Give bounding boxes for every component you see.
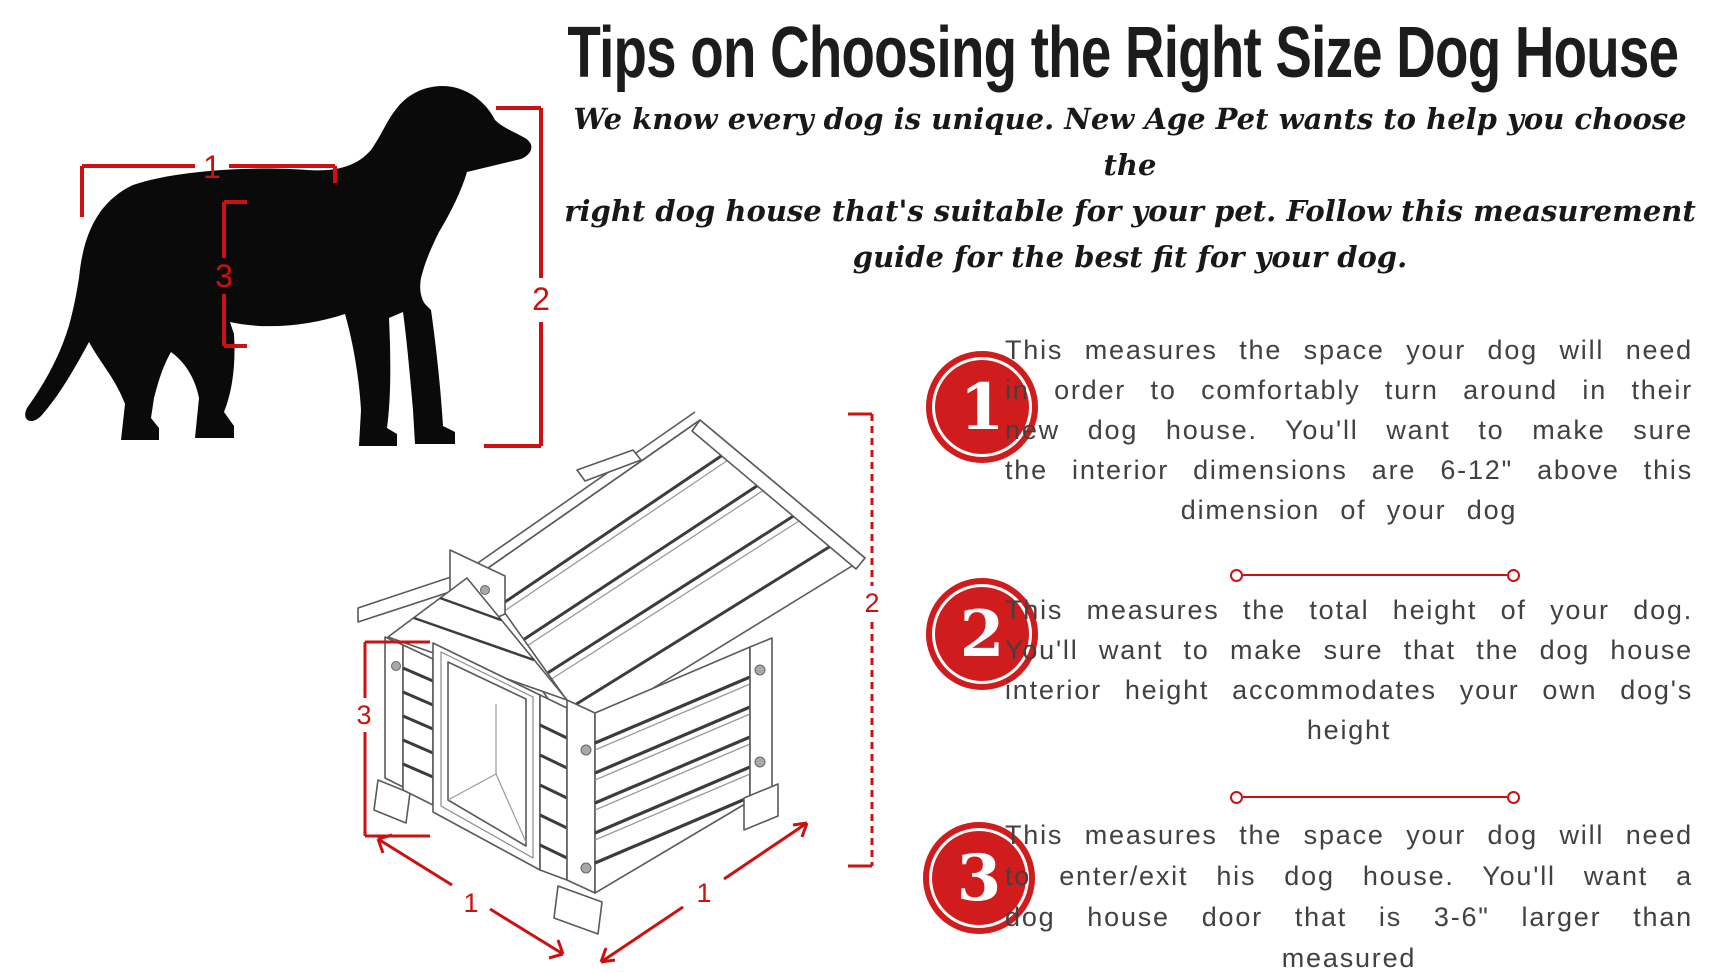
divider-1: [1230, 568, 1520, 582]
tip-2-text: This measures the total height of your dog. You'll want to make sure that the dog house interior height accommodates your own dog's height: [1005, 595, 1693, 745]
tip-1-number: 1: [959, 369, 1005, 445]
dog-chest-label: 3: [215, 258, 233, 294]
subtitle-line-3: guide for the best fit for your dog.: [852, 240, 1408, 274]
tip-1-text: This measures the space your dog will need in order to comfortably turn around in their new dog house. You'll want to make sure the interior dimensions are 6-12" above this dimension of your dog: [1005, 335, 1693, 525]
divider-dot-icon: [1230, 791, 1243, 804]
dog-house-diagram: [300, 350, 880, 972]
tip-2-number: 2: [959, 596, 1005, 672]
corner-post: [567, 700, 595, 893]
divider-dot-icon: [1507, 791, 1520, 804]
divider-line: [1243, 796, 1507, 799]
divider-line: [1243, 574, 1507, 577]
divider-dot-icon: [1230, 569, 1243, 582]
house-height-label: 2: [864, 588, 880, 618]
divider-2: [1230, 790, 1520, 804]
subtitle-line-2: right dog house that's suitable for your pet. Follow this measurement: [564, 194, 1696, 228]
house-floor-right-label: 1: [696, 878, 712, 908]
page-title: [540, 12, 1705, 94]
tip-3-text: This measures the space your dog will need to enter/exit his dog house. You'll want a dog house door that is 3-6" larger than measured: [1005, 820, 1693, 972]
subtitle: [555, 96, 1705, 280]
page-title-text: Tips on Choosing the Right Size Dog House: [567, 13, 1678, 93]
house-floor-left-label: 1: [463, 888, 479, 918]
house-door-label: 3: [356, 700, 372, 730]
dog-height-label: 2: [532, 281, 550, 317]
subtitle-line-1: We know every dog is unique. New Age Pet wants to help you choose the: [573, 102, 1687, 182]
dog-length-label: 1: [203, 149, 221, 185]
divider-dot-icon: [1507, 569, 1520, 582]
house-height-measure: [848, 414, 872, 866]
left-post: [385, 637, 403, 787]
right-post: [750, 638, 772, 801]
tip-3-number: 3: [956, 840, 1002, 916]
